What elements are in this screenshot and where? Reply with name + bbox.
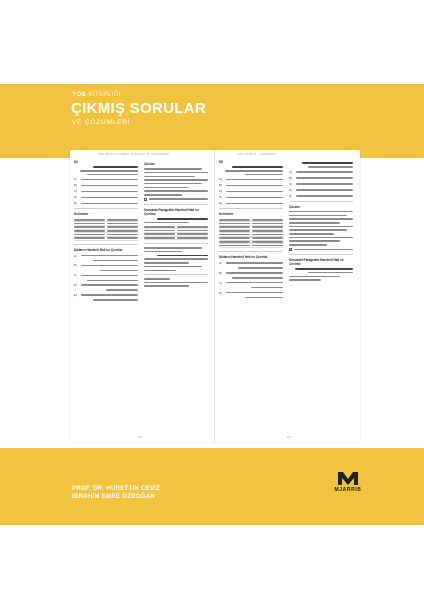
author-2: İBRAHİM EMRE ÖZDOĞAN [72, 494, 155, 500]
open-book-spread [70, 150, 360, 442]
left-vocab-table [74, 218, 138, 240]
right-page-number: 167 [287, 436, 292, 439]
right-hareket-heading: Şıkların Harekeli Hali ve Çevirisi [219, 254, 268, 259]
right-paragraph-heading: Sorudaki Paragrafın Harekeli Hali ve Çevirisi [289, 257, 344, 266]
publisher-logo [328, 470, 368, 493]
left-page-column-b [144, 160, 208, 430]
series-brand [72, 92, 121, 98]
right-page-column-a: 85 A) B) C) D) E) Kelimeler Şıkların Harekeli Hali ve Çevirisi A) B) C) D) [219, 160, 283, 430]
left-hareket-heading: Şıkların Harekeli Hali ve Çevirisi [74, 247, 123, 252]
publisher-name: MJARRIB [334, 487, 362, 493]
left-running-head: YÖS ARAPÇA ÇIKMIŞ SORULAR VE ÇÖZÜMLERİ [98, 153, 170, 156]
left-page [70, 150, 215, 442]
left-paragraph-heading: Sorudaki Paragrafın Harekeli Hali ve Çevirisi [144, 207, 199, 216]
left-solution-heading: Çözüm [144, 162, 155, 166]
brand-main: YÖS [72, 92, 87, 98]
author-block [72, 486, 160, 502]
author-1: PROF. DR. HURETTİN CEVİZ [72, 486, 161, 492]
left-vocab-heading: Kelimeler [74, 212, 89, 217]
left-page-column-a: 84 A) B) C) D) E) Kelimeler Şıkların Harekeli Hali ve Çevirisi A) B) C) D) E) [74, 160, 138, 430]
book-title: ÇIKMIŞ SORULAR [71, 100, 207, 117]
right-running-head: YÖS ARAPÇA · ÇÖZÜMLER [237, 153, 277, 156]
top-yellow-band [0, 84, 424, 158]
right-question-number: 85 [219, 160, 223, 164]
left-page-number: 166 [138, 436, 143, 439]
right-page-column-b: A) B) C) D) E) Çözüm Sorudaki Paragrafın Harekeli Hali ve Çevirisi [289, 160, 353, 430]
right-page [215, 150, 360, 442]
left-question-number: 84 [74, 160, 78, 164]
right-solution-heading: Çözüm [289, 204, 300, 209]
right-vocab-heading: Kelimeler [219, 212, 234, 217]
brand-series: KİTAPLIĞI [88, 92, 122, 98]
right-vocab-table [219, 218, 283, 248]
m-logo-icon [337, 470, 359, 486]
book-subtitle: VE ÇÖZÜMLERİ [72, 119, 131, 126]
